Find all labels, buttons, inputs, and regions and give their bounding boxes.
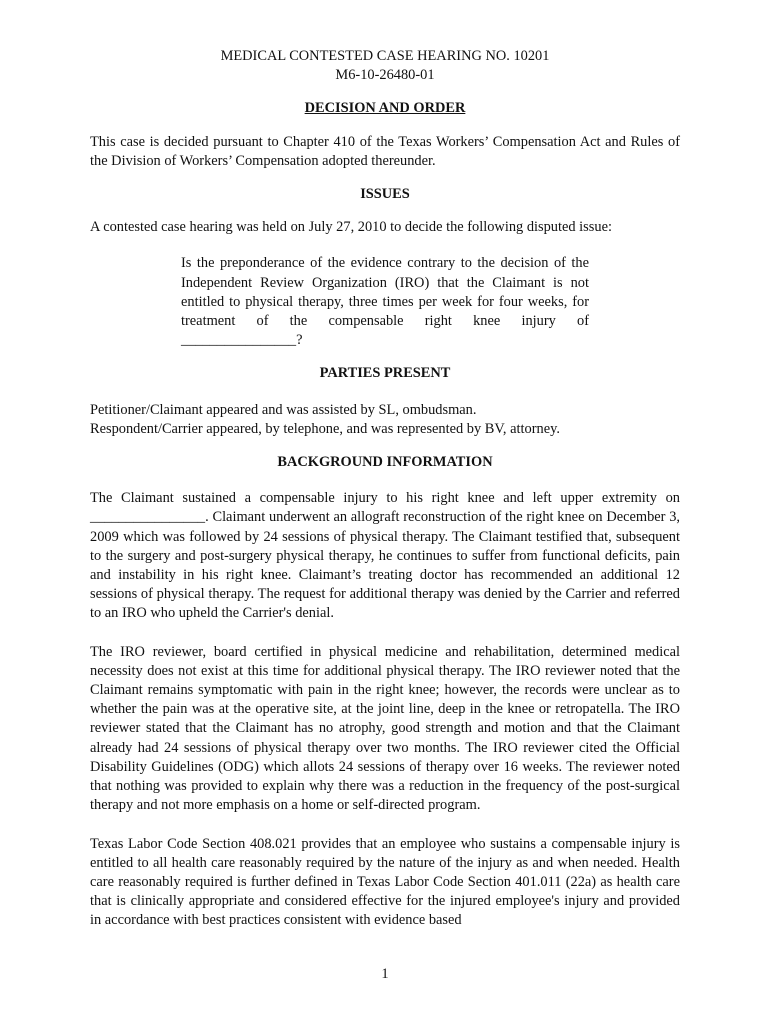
iro-review-paragraph: The IRO reviewer, board certified in physical medicine and rehabilitation, determined medical necessity does not exist at this time for additional physical therapy. The IRO reviewer noted that the Claimant remains symptomatic with pain in the right knee; however, the records were unclear as to whether the pain was at the operative site, at the joint line, deep in the knee or retropatella. The IRO reviewer stated that the Claimant has no atrophy, good strength and motion and that the Claimant already had 24 sessions of physical therapy over two months. The IRO reviewer cited the Official Disability Guidelines (ODG) which allots 24 sessions of therapy over 16 weeks. The reviewer noted that nothing was provided to explain why there was a reduction in the frequency of the post-surgical therapy and not more emphasis on a home or self-directed program. [90,643,680,814]
docket-number: M6-10-26480-01 [335,67,435,84]
intro-paragraph: This case is decided pursuant to Chapter 410 of the Texas Workers’ Compensation Act and Rules of the Division of Workers’ Compensation adopted thereunder. [90,133,680,169]
issues-heading: ISSUES [360,186,410,203]
respondent-line: Respondent/Carrier appeared, by telephone, and was represented by BV, attorney. [90,420,560,437]
document-title: DECISION AND ORDER [304,100,466,117]
labor-code-paragraph: Texas Labor Code Section 408.021 provides that an employee who sustains a compensable injury is entitled to all health care reasonably required by the nature of the injury as and when needed. Health care reasonably required is further defined in Texas Labor Code Section 401.011 (22a) as health care that is clinically appropriate and considered effective for the injured employee's injury and provided in accordance with best practices consistent with evidence based [90,835,680,929]
page-number: 1 [381,966,389,982]
case-number-heading: MEDICAL CONTESTED CASE HEARING NO. 10201 [220,48,550,64]
petitioner-line: Petitioner/Claimant appeared and was assisted by SL, ombudsman. [90,401,477,418]
issues-paragraph: A contested case hearing was held on July 27, 2010 to decide the following disputed issue: [90,219,612,236]
background-paragraph: The Claimant sustained a compensable injury to his right knee and left upper extremity on ________________. Claimant underwent an allograft reconstruction of the right knee on December 3, 2009 which was followed by 24 sessions of physical therapy. The Claimant testified that, subsequent to the surgery and post-surgery physical therapy, he continues to suffer from functional deficits, pain and instability in his right knee. Claimant’s treating doctor has recommended an additional 12 sessions of physical therapy. The request for additional therapy was denied by the Carrier and referred to an IRO who upheld the Carrier's denial. [90,490,680,622]
background-heading: BACKGROUND INFORMATION [277,454,493,471]
document-body [90,47,680,931]
disputed-issue-question: Is the preponderance of the evidence contrary to the decision of the Independent Review Organization (IRO) that the Claimant is not entitled to physical therapy, three times per week for four weeks, for treatment of the compensable right knee injury of ________________? [181,255,589,349]
parties-heading: PARTIES PRESENT [319,365,451,382]
